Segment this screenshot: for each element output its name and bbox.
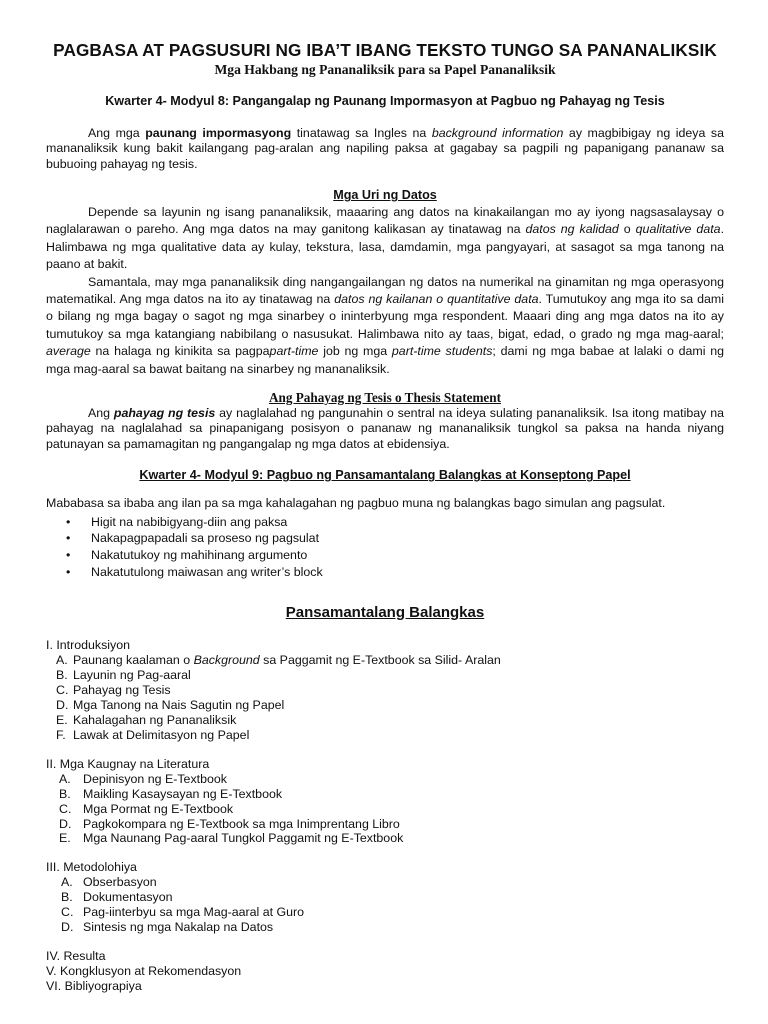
- list-item: B. Maikling Kasaysayan ng E-Textbook: [59, 786, 283, 801]
- qualitative-paragraph: Depende sa layunin ng isang pananaliksik, maaaring ang datos na kinakailangan mo ay iyong nagsasalaysay o naglalarawan o pareho. Ang mga datos na may ganitong kalikasan ay tinatawag na datos ng kalidad o qualitative data. Halimbawa ng mga qualitative data ay kulay, tekstura, lasa, damdamin, mga pangyayari, at sasagot sa mga tanong na paano at bakit.: [46, 204, 725, 272]
- list-item: E. Kahalagahan ng Pananaliksik: [56, 713, 237, 727]
- list-item: C. Pahayag ng Tesis: [56, 683, 171, 698]
- list-item: B. Layunin ng Pag-aaral: [56, 668, 191, 683]
- outline-section-title: VI. Bibliyograpiya: [46, 978, 142, 993]
- outline-section-title: II. Mga Kaugnay na Literatura: [46, 756, 210, 771]
- balangkas-heading: Pansamantalang Balangkas: [285, 603, 485, 621]
- bullet-icon: •: [66, 548, 71, 563]
- outline-section-items: [46, 772, 724, 847]
- list-item: • Nakatutulong maiwasan ang writer’s block: [66, 564, 323, 579]
- bullet-icon: •: [66, 514, 71, 529]
- list-item: C. Pag-iinterbyu sa mga Mag-aaral at Guro: [61, 905, 305, 920]
- modyul9-heading: Kwarter 4- Modyul 9: Pagbuo ng Pansamantalang Balangkas at Konseptong Papel: [139, 468, 631, 483]
- outline: [46, 638, 724, 994]
- list-item: D. Mga Tanong na Nais Sagutin ng Papel: [56, 698, 285, 713]
- outline-section-title: I. Introduksiyon: [46, 638, 131, 653]
- quantitative-paragraph: Samantala, may mga pananaliksik ding nangangailangan ng datos na numerikal na ginamitan ng mga operasyong matematikal. Ang mga datos na ito ay tinatawag na datos ng kailanan o quantitative data. Tumutukoy ang mga ito sa dami o bilang ng mga bagay o sagot ng mga sinarbey o ininterbyung mga respondent. Maaari ding ang mga datos na ito ay tumutukoy sa mga katangiang nabibilang o nasusukat. Halimbawa nito ay taas, bigat, edad, o grado ng mga mag-aaral; average na halaga ng kinikita sa pagpapart-time job ng mga part-time students; dami ng mga babae at lalaki o dami ng mga mag-aaral sa bawat baitang na sinarbey ng mananaliksik.: [46, 274, 724, 376]
- outline-section-items: [46, 875, 724, 935]
- background-info-paragraph: Ang mga paunang impormasyong tinatawag sa Ingles na background information ay magbibigay ng ideya sa mananaliksik kung bakit kailangang pag-aralan ang napiling paksa at gagabay sa pagpili ng papanigang pananaw sa bubuoing pahayag ng tesis.: [46, 125, 724, 171]
- list-item: A. Depinisyon ng E-Textbook: [59, 771, 227, 786]
- modyul8-heading: Kwarter 4- Modyul 8: Pangangalap ng Paunang Impormasyon at Pagbuo ng Pahayag ng Tesis: [105, 94, 665, 108]
- uri-ng-datos-heading: Mga Uri ng Datos: [333, 188, 437, 203]
- bullet-icon: •: [66, 531, 71, 546]
- kahalagahan-list: [46, 514, 724, 581]
- list-item: D. Sintesis ng mga Nakalap na Datos: [61, 920, 274, 935]
- list-item: A. Paunang kaalaman o Background sa Paggamit ng E-Textbook sa Silid- Aralan: [56, 653, 501, 668]
- list-item: B. Dokumentasyon: [61, 890, 173, 905]
- list-item: A. Obserbasyon: [61, 875, 157, 890]
- outline-section-title: III. Metodolohiya: [46, 860, 137, 875]
- outline-section-title: IV. Resulta: [46, 948, 106, 963]
- document-title: PAGBASA AT PAGSUSURI NG IBA’T IBANG TEKSTO TUNGO SA PANANALIKSIK: [53, 40, 717, 60]
- list-item: • Nakatutukoy ng mahihinang argumento: [66, 548, 308, 563]
- outline-section-items: [46, 653, 724, 742]
- list-item: F. Lawak at Delimitasyon ng Papel: [56, 727, 250, 742]
- list-item: • Higit na nabibigyang-diin ang paksa: [66, 514, 288, 529]
- list-item: D. Pagkokompara ng E-Textbook sa mga Inimprentang Libro: [59, 816, 400, 831]
- document-subtitle: Mga Hakbang ng Pananaliksik para sa Papel Pananaliksik: [214, 62, 556, 77]
- list-item: • Nakapagpapadali sa proseso ng pagsulat: [66, 531, 320, 546]
- thesis-statement-paragraph: Ang pahayag ng tesis ay naglalahad ng pangunahin o sentral na ideya sulating pananaliksik. Isa itong matibay na pahayag na naglalahad sa pinapanigang posisyon o pananaw ng mananaliksik tungkol sa paksa na handa niyang patunayan sa pamamagitan ng pangangalap ng mga datos at ebidensiya.: [46, 405, 724, 451]
- list-item: E. Mga Naunang Pag-aaral Tungkol Paggamit ng E-Textbook: [59, 831, 404, 846]
- modyul9-intro: Mababasa sa ibaba ang ilan pa sa mga kahalagahan ng pagbuo muna ng balangkas bago simulan ang pagsulat.: [46, 496, 666, 510]
- list-item: C. Mga Pormat ng E-Textbook: [59, 801, 234, 816]
- bullet-icon: •: [66, 564, 71, 579]
- outline-section-title: V. Kongklusyon at Rekomendasyon: [46, 963, 242, 978]
- thesis-statement-heading: Ang Pahayag ng Tesis o Thesis Statement: [268, 390, 502, 406]
